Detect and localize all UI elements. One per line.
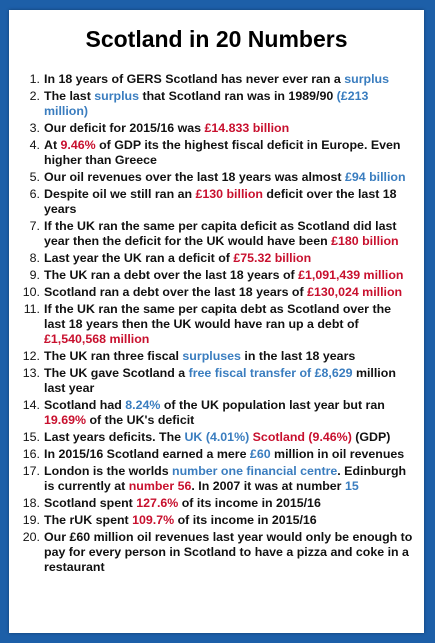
item-number: 13.	[22, 366, 40, 380]
text-segment: At	[44, 138, 61, 152]
highlight-blue: UK (4.01%)	[184, 430, 250, 444]
text-segment: (GDP)	[351, 430, 391, 444]
highlight-red: £130,024 million	[307, 285, 403, 299]
item-number: 20.	[22, 530, 40, 544]
text-segment: million last year	[44, 366, 396, 395]
highlight-red: 109.7%	[132, 513, 175, 527]
text-segment: . Edinburgh is currently at	[44, 464, 407, 493]
text-segment: that Scotland ran was in 1989/90	[139, 89, 337, 103]
highlight-blue: surplus	[94, 89, 140, 103]
item-text	[44, 121, 414, 136]
text-segment: of its income in 2015/16	[174, 513, 317, 527]
list-item	[22, 72, 414, 87]
list-item	[22, 530, 414, 575]
text-segment: of its income in 2015/16	[178, 496, 321, 510]
list-item	[22, 430, 414, 445]
highlight-red: £1,540,568 million	[44, 332, 150, 346]
text-segment: of GDP its the highest fiscal deficit in Europe. Even higher than Greece	[44, 138, 401, 167]
list-item	[22, 187, 414, 217]
highlight-red: £180 billion	[331, 234, 399, 248]
text-segment: of the UK population last year but ran	[160, 398, 385, 412]
text-segment: million in oil revenues	[270, 447, 405, 461]
text-segment: The UK ran three fiscal	[44, 349, 183, 363]
text-segment: The last	[44, 89, 95, 103]
highlight-red: £130 billion	[195, 187, 263, 201]
list-item	[22, 447, 414, 462]
fact-list	[9, 72, 424, 575]
list-item	[22, 366, 414, 396]
item-number: 16.	[22, 447, 40, 461]
item-text	[44, 464, 414, 494]
item-text	[44, 349, 414, 364]
item-number: 5.	[29, 170, 40, 184]
highlight-blue: surplus	[344, 72, 390, 86]
item-number: 9.	[29, 268, 40, 282]
item-number: 2.	[29, 89, 40, 103]
text-segment: . In 2007 it was at number	[191, 479, 345, 493]
item-number: 15.	[22, 430, 40, 444]
highlight-red: £75.32 billion	[233, 251, 312, 265]
item-text	[44, 72, 414, 87]
item-number: 17.	[22, 464, 40, 478]
item-text	[44, 447, 414, 462]
page-title: Scotland in 20 Numbers	[85, 26, 348, 52]
highlight-blue: free fiscal transfer of £8,629	[188, 366, 353, 380]
item-text	[44, 89, 414, 119]
infographic-card	[9, 10, 424, 633]
highlight-blue: (£213 million)	[44, 89, 369, 118]
text-segment: Our £60 million oil revenues last year would only be enough to pay for every person in Scotland to have a pizza and coke in a restaurant	[44, 530, 413, 574]
text-segment: Despite oil we still ran an	[44, 187, 196, 201]
item-number: 3.	[29, 121, 40, 135]
highlight-red: 127.6%	[136, 496, 179, 510]
item-number: 10.	[22, 285, 40, 299]
highlight-blue: number one financial centre	[172, 464, 338, 478]
text-segment: In 2015/16 Scotland earned a mere	[44, 447, 250, 461]
item-number: 7.	[29, 219, 40, 233]
highlight-red: 9.46%	[60, 138, 96, 152]
highlight-blue: £60	[249, 447, 271, 461]
text-segment: London is the worlds	[44, 464, 173, 478]
list-item	[22, 170, 414, 185]
item-text	[44, 398, 414, 428]
text-segment: Our oil revenues over the last 18 years was almost	[44, 170, 345, 184]
list-item	[22, 398, 414, 428]
item-number: 11.	[23, 302, 40, 316]
list-item	[22, 496, 414, 511]
list-item	[22, 285, 414, 300]
item-number: 18.	[22, 496, 40, 510]
item-text	[44, 285, 414, 300]
text-segment: Scotland ran a debt over the last 18 years of	[44, 285, 308, 299]
highlight-red: number 56	[128, 479, 192, 493]
highlight-red: £1,091,439 million	[298, 268, 404, 282]
text-segment: The rUK spent	[44, 513, 133, 527]
highlight-blue: 15	[344, 479, 359, 493]
item-number: 1.	[29, 72, 40, 86]
item-text	[44, 138, 414, 168]
text-segment: If the UK ran the same per capita deficit as Scotland did last year then the deficit for the UK would have been	[44, 219, 397, 248]
text-segment: If the UK ran the same per capita debt as Scotland over the last 18 years then the UK would have ran up a debt of	[44, 302, 392, 331]
list-item	[22, 464, 414, 494]
text-segment: Scotland spent	[44, 496, 137, 510]
item-text	[44, 219, 414, 249]
item-number: 4.	[29, 138, 40, 152]
item-text	[44, 430, 414, 445]
item-number: 19.	[22, 513, 40, 527]
list-item	[22, 268, 414, 283]
text-segment: Last year the UK ran a deficit of	[44, 251, 234, 265]
list-item	[22, 138, 414, 168]
highlight-red: £14.833 billion	[204, 121, 290, 135]
item-text	[44, 268, 414, 283]
list-item	[22, 121, 414, 136]
list-item	[22, 513, 414, 528]
highlight-blue: £94 billion	[344, 170, 406, 184]
highlight-blue: surpluses	[182, 349, 241, 363]
item-text	[44, 187, 414, 217]
list-item	[22, 89, 414, 119]
text-segment: The UK ran a debt over the last 18 years of	[44, 268, 299, 282]
item-number: 8.	[29, 251, 40, 265]
item-number: 14.	[22, 398, 40, 412]
text-segment: Our deficit for 2015/16 was	[44, 121, 205, 135]
text-segment: The UK gave Scotland a	[44, 366, 189, 380]
text-segment: in the last 18 years	[240, 349, 356, 363]
item-text	[44, 496, 414, 511]
item-number: 6.	[29, 187, 40, 201]
item-text	[44, 530, 414, 575]
item-text	[44, 513, 414, 528]
text-segment: Scotland had	[44, 398, 126, 412]
item-text	[44, 251, 414, 266]
list-item	[22, 349, 414, 364]
item-number: 12.	[22, 349, 40, 363]
text-segment: Last years deficits. The	[44, 430, 185, 444]
text-segment: deficit over the last 18 years	[44, 187, 397, 216]
highlight-blue: 8.24%	[125, 398, 161, 412]
text-segment: of the UK's deficit	[86, 413, 195, 427]
highlight-red: 19.69%	[44, 413, 87, 427]
list-item	[22, 219, 414, 249]
item-text	[44, 302, 414, 347]
item-text	[44, 170, 414, 185]
item-text	[44, 366, 414, 396]
list-item	[22, 251, 414, 266]
highlight-red: Scotland (9.46%)	[252, 430, 352, 444]
text-segment: In 18 years of GERS Scotland has never ever ran a	[44, 72, 345, 86]
list-item	[22, 302, 414, 347]
